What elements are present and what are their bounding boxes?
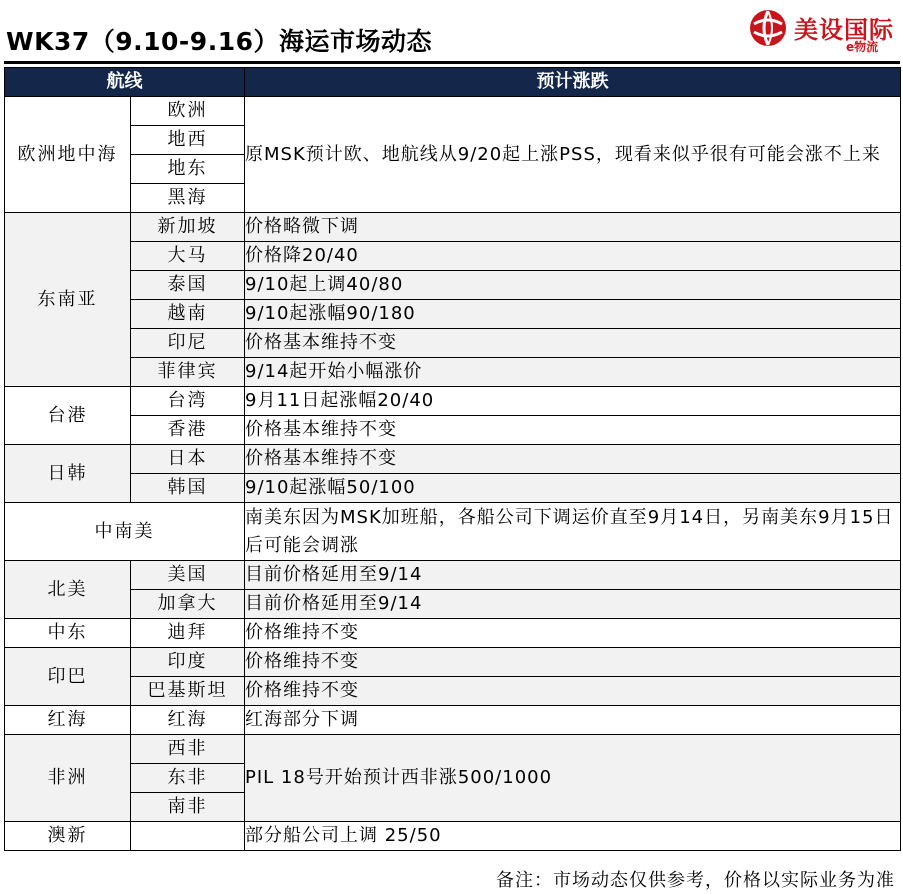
note-cell: 9/10起上调40/80 (245, 271, 901, 300)
region-cell: 台港 (5, 387, 131, 445)
note-cell: 价格维持不变 (245, 648, 901, 677)
route-cell: 美国 (131, 561, 245, 590)
table-row (5, 358, 901, 387)
route-cell: 红海 (131, 706, 245, 735)
route-cell: 新加坡 (131, 213, 245, 242)
table-row (5, 822, 901, 851)
region-cell: 欧洲地中海 (5, 97, 131, 213)
freight-table (4, 67, 901, 851)
region-cell: 北美 (5, 561, 131, 619)
note-cell: 原MSK预计欧、地航线从9/20起上涨PSS，现看来似乎很有可能会涨不上来 (245, 97, 901, 213)
route-cell: 印度 (131, 648, 245, 677)
table-row (5, 648, 901, 677)
column-header-change: 预计涨跌 (245, 68, 901, 97)
table-row (5, 503, 901, 561)
route-cell (131, 822, 245, 851)
table-row (5, 735, 901, 764)
page-title: WK37（9.10-9.16）海运市场动态 (6, 27, 432, 56)
route-cell: 台湾 (131, 387, 245, 416)
note-cell: 价格降20/40 (245, 242, 901, 271)
region-cell: 日韩 (5, 445, 131, 503)
route-cell: 香港 (131, 416, 245, 445)
table-row (5, 97, 901, 126)
table-row (5, 474, 901, 503)
note-cell: PIL 18号开始预计西非涨500/1000 (245, 735, 901, 822)
note-cell: 价格基本维持不变 (245, 445, 901, 474)
table-row (5, 677, 901, 706)
note-cell: 价格略微下调 (245, 213, 901, 242)
route-cell: 黑海 (131, 184, 245, 213)
table-row (5, 561, 901, 590)
route-cell: 菲律宾 (131, 358, 245, 387)
route-cell: 泰国 (131, 271, 245, 300)
company-logo (748, 4, 898, 58)
footnote: 备注：市场动态仅供参考，价格以实际业务为准 (496, 870, 895, 891)
route-cell: 西非 (131, 735, 245, 764)
table-row (5, 271, 901, 300)
region-cell: 中南美 (5, 503, 245, 561)
route-cell: 韩国 (131, 474, 245, 503)
table-header-row (5, 68, 901, 97)
route-cell: 地西 (131, 126, 245, 155)
logo-subtext: e物流 (846, 40, 879, 54)
route-cell: 南非 (131, 793, 245, 822)
note-cell: 目前价格延用至9/14 (245, 561, 901, 590)
note-cell: 价格维持不变 (245, 677, 901, 706)
route-cell: 欧洲 (131, 97, 245, 126)
region-cell: 中东 (5, 619, 131, 648)
table-row (5, 619, 901, 648)
table-row (5, 590, 901, 619)
region-cell: 印巴 (5, 648, 131, 706)
note-cell: 价格基本维持不变 (245, 416, 901, 445)
note-cell: 南美东因为MSK加班船，各船公司下调运价直至9月14日，另南美东9月15日后可能会调涨 (245, 503, 901, 561)
region-cell: 澳新 (5, 822, 131, 851)
route-cell: 迪拜 (131, 619, 245, 648)
note-cell: 9/10起涨幅50/100 (245, 474, 901, 503)
route-cell: 巴基斯坦 (131, 677, 245, 706)
route-cell: 印尼 (131, 329, 245, 358)
table-row (5, 416, 901, 445)
route-cell: 日本 (131, 445, 245, 474)
logo-text: 美设国际 (794, 16, 894, 44)
region-cell: 红海 (5, 706, 131, 735)
note-cell: 价格基本维持不变 (245, 329, 901, 358)
table-row (5, 213, 901, 242)
table-row (5, 387, 901, 416)
route-cell: 东非 (131, 764, 245, 793)
column-header-route: 航线 (5, 68, 245, 97)
table-row (5, 300, 901, 329)
note-cell: 9月11日起涨幅20/40 (245, 387, 901, 416)
note-cell: 9/14起开始小幅涨价 (245, 358, 901, 387)
region-cell: 非洲 (5, 735, 131, 822)
title-divider (4, 61, 900, 64)
note-cell: 9/10起涨幅90/180 (245, 300, 901, 329)
table-row (5, 242, 901, 271)
table-row (5, 329, 901, 358)
table-row (5, 706, 901, 735)
note-cell: 目前价格延用至9/14 (245, 590, 901, 619)
route-cell: 大马 (131, 242, 245, 271)
note-cell: 价格维持不变 (245, 619, 901, 648)
route-cell: 越南 (131, 300, 245, 329)
route-cell: 地东 (131, 155, 245, 184)
note-cell: 红海部分下调 (245, 706, 901, 735)
route-cell: 加拿大 (131, 590, 245, 619)
region-cell: 东南亚 (5, 213, 131, 387)
note-cell: 部分船公司上调 25/50 (245, 822, 901, 851)
globe-logo-icon (748, 8, 788, 48)
table-row (5, 445, 901, 474)
